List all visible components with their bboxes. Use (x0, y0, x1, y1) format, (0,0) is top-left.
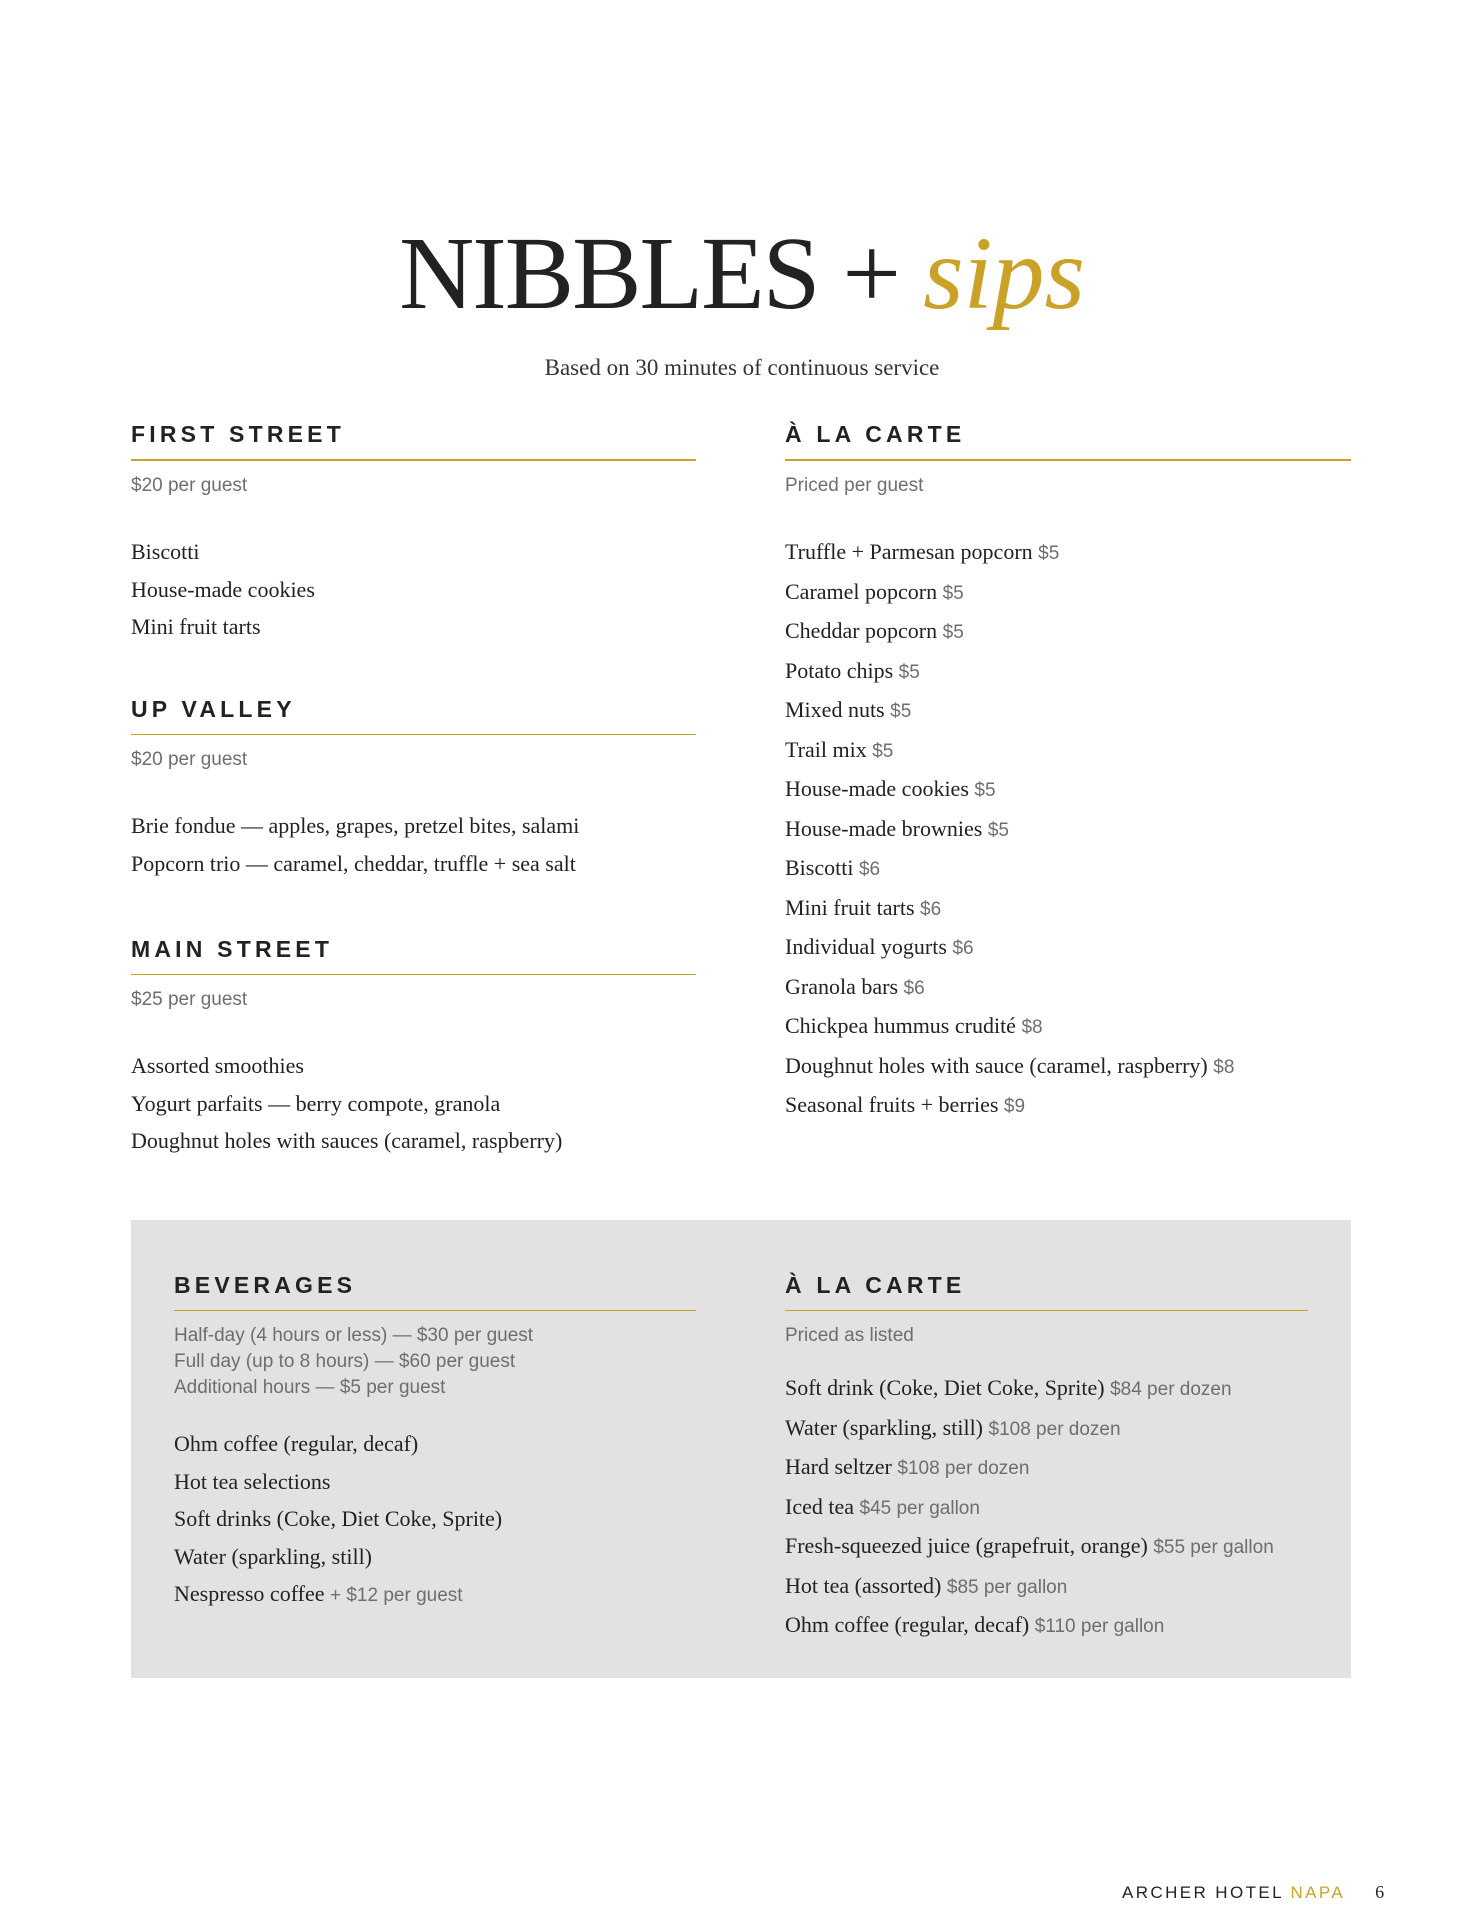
menu-item-name: Brie fondue — apples, grapes, pretzel bites, salami (131, 813, 580, 838)
menu-item-name: House-made cookies (785, 776, 969, 801)
menu-item-name: Chickpea hummus crudité (785, 1013, 1016, 1038)
menu-item (785, 1527, 1308, 1567)
menu-item-price: $108 per dozen (988, 1418, 1121, 1440)
menu-item-name: Iced tea (785, 1493, 854, 1519)
menu-item-name: Hot tea (assorted) (785, 1572, 942, 1598)
menu-item-price: $6 (920, 898, 942, 920)
menu-item-name: Hard seltzer (785, 1454, 892, 1479)
price-note-line: Full day (up to 8 hours) — $60 per guest (174, 1351, 516, 1372)
section-a-la-carte-snacks (785, 418, 1351, 1126)
menu-item-name: Doughnut holes with sauces (caramel, raspberry) (131, 1128, 563, 1153)
section-price-notes (174, 1323, 696, 1401)
title-main: NIBBLES + (399, 216, 924, 331)
page-number: 6 (1375, 1882, 1385, 1902)
menu-item-name: Caramel popcorn (785, 578, 938, 604)
page-footer (1122, 1882, 1384, 1903)
section-price-note: $20 per guest (131, 749, 248, 770)
menu-item (174, 1500, 696, 1538)
heading-rule (785, 459, 1351, 461)
menu-item (785, 691, 1351, 731)
menu-item-price: $5 (942, 622, 964, 643)
menu-item-price: $6 (858, 859, 881, 880)
menu-list (131, 807, 696, 882)
menu-list (131, 1047, 696, 1160)
heading-rule (131, 734, 696, 735)
section-main-street (131, 933, 696, 1160)
menu-item-price: $8 (1213, 1056, 1235, 1078)
section-price-note: $25 per guest (131, 989, 248, 1010)
menu-item-name: Assorted smoothies (131, 1053, 304, 1078)
title-accent: sips (923, 216, 1085, 331)
menu-item-name: House-made cookies (131, 576, 315, 602)
menu-list (131, 533, 696, 646)
menu-item-name: Yogurt parfaits — berry compote, granola (131, 1090, 501, 1116)
menu-item-price: $110 per gallon (1034, 1616, 1165, 1637)
menu-item-name: Mixed nuts (785, 697, 885, 722)
menu-item-name: Biscotti (131, 539, 200, 564)
section-price-note: Priced as listed (785, 1325, 914, 1346)
menu-item-price: $5 (898, 661, 920, 683)
menu-item-price: $85 per gallon (946, 1576, 1068, 1598)
menu-item-price: $5 (987, 819, 1009, 841)
menu-item-name: Cheddar popcorn (785, 618, 938, 643)
menu-item-price: $6 (952, 938, 974, 959)
price-note-line: Half-day (4 hours or less) — $30 per guest (174, 1325, 534, 1346)
menu-item (785, 573, 1351, 613)
menu-item-name: Mini fruit tarts (131, 614, 261, 639)
section-up-valley (131, 693, 696, 882)
menu-item-price: $5 (872, 740, 894, 762)
menu-item (785, 968, 1351, 1008)
menu-item (131, 1085, 696, 1123)
menu-item-name: Biscotti (785, 855, 854, 880)
price-note-line: Additional hours — $5 per guest (174, 1377, 446, 1398)
menu-item (131, 1122, 696, 1160)
menu-item (785, 1047, 1351, 1087)
menu-item-name: Potato chips (785, 657, 894, 683)
menu-item (131, 1047, 696, 1085)
menu-item (131, 533, 696, 571)
menu-item-price: $8 (1021, 1017, 1043, 1038)
menu-item-name: Seasonal fruits + berries (785, 1092, 999, 1117)
section-heading: À LA CARTE (785, 421, 966, 447)
heading-rule (131, 459, 696, 461)
menu-item-name: Ohm coffee (regular, decaf) (785, 1612, 1030, 1637)
menu-list (785, 1369, 1308, 1646)
menu-item (785, 1567, 1308, 1607)
menu-item-name: Fresh-squeezed juice (grapefruit, orange) (785, 1533, 1148, 1558)
menu-item (131, 845, 696, 883)
section-heading: FIRST STREET (131, 421, 345, 447)
menu-item-price: $45 per gallon (859, 1497, 980, 1519)
menu-item (174, 1575, 696, 1615)
menu-item-name: Popcorn trio — caramel, cheddar, truffle + sea salt (131, 850, 576, 876)
menu-item (174, 1425, 696, 1463)
page-title (0, 216, 1484, 331)
footer-brand: ARCHER HOTEL (1122, 1883, 1291, 1902)
menu-item (785, 928, 1351, 968)
menu-item-name: Water (sparkling, still) (174, 1543, 373, 1569)
section-beverages (174, 1269, 696, 1615)
menu-item (785, 770, 1351, 810)
menu-item-name: Individual yogurts (785, 934, 947, 959)
menu-item-price: $108 per dozen (897, 1458, 1030, 1479)
menu-item-name: Soft drinks (Coke, Diet Coke, Sprite) (174, 1506, 503, 1531)
section-price-note: $20 per guest (131, 475, 248, 496)
menu-item (785, 1488, 1308, 1528)
menu-item (785, 1409, 1308, 1449)
menu-item (785, 533, 1351, 573)
menu-item-price: + $12 per guest (329, 1585, 463, 1606)
menu-item-name: Truffle + Parmesan popcorn (785, 539, 1033, 564)
menu-item-price: $5 (1038, 543, 1060, 564)
section-heading: MAIN STREET (131, 936, 334, 962)
heading-rule (174, 1310, 696, 1311)
menu-item-name: Mini fruit tarts (785, 894, 915, 920)
menu-item-name: Soft drink (Coke, Diet Coke, Sprite) (785, 1375, 1105, 1400)
menu-item (785, 889, 1351, 929)
section-first-street (131, 418, 696, 646)
menu-item-name: Ohm coffee (regular, decaf) (174, 1431, 419, 1456)
menu-list (785, 533, 1351, 1126)
section-heading: UP VALLEY (131, 696, 296, 722)
menu-item-price: $84 per dozen (1110, 1379, 1232, 1400)
menu-item (785, 1448, 1308, 1488)
heading-rule (131, 974, 696, 975)
page-subtitle: Based on 30 minutes of continuous service (544, 355, 940, 380)
menu-item-price: $9 (1003, 1096, 1026, 1117)
menu-item-price: $6 (903, 977, 925, 999)
menu-item-price: $5 (942, 582, 964, 604)
menu-item (174, 1538, 696, 1576)
footer-brand-accent: NAPA (1290, 1883, 1346, 1902)
menu-item (785, 810, 1351, 850)
menu-item-price: $55 per gallon (1153, 1537, 1274, 1558)
menu-list (174, 1425, 696, 1615)
menu-item (785, 612, 1351, 652)
menu-item (131, 807, 696, 845)
heading-rule (785, 1310, 1308, 1311)
menu-item (131, 571, 696, 609)
menu-item (785, 652, 1351, 692)
menu-item-name: Granola bars (785, 973, 899, 999)
menu-item-name: House-made brownies (785, 815, 983, 841)
menu-item-name: Doughnut holes with sauce (caramel, raspberry) (785, 1052, 1208, 1078)
menu-item-name: Hot tea selections (174, 1468, 331, 1494)
menu-item (785, 1007, 1351, 1047)
menu-item-price: $5 (974, 780, 996, 801)
menu-item-name: Water (sparkling, still) (785, 1414, 984, 1440)
menu-item-name: Trail mix (785, 736, 867, 762)
menu-item (785, 849, 1351, 889)
section-heading: BEVERAGES (174, 1272, 357, 1298)
section-a-la-carte-beverages (785, 1269, 1308, 1646)
menu-item (785, 1086, 1351, 1126)
menu-item-price: $5 (890, 701, 912, 722)
menu-item (131, 608, 696, 646)
menu-item (785, 1369, 1308, 1409)
menu-item (174, 1463, 696, 1501)
section-heading: À LA CARTE (785, 1272, 966, 1298)
section-price-note: Priced per guest (785, 475, 924, 496)
menu-item (785, 731, 1351, 771)
menu-item (785, 1606, 1308, 1646)
menu-item-name: Nespresso coffee (174, 1581, 325, 1606)
